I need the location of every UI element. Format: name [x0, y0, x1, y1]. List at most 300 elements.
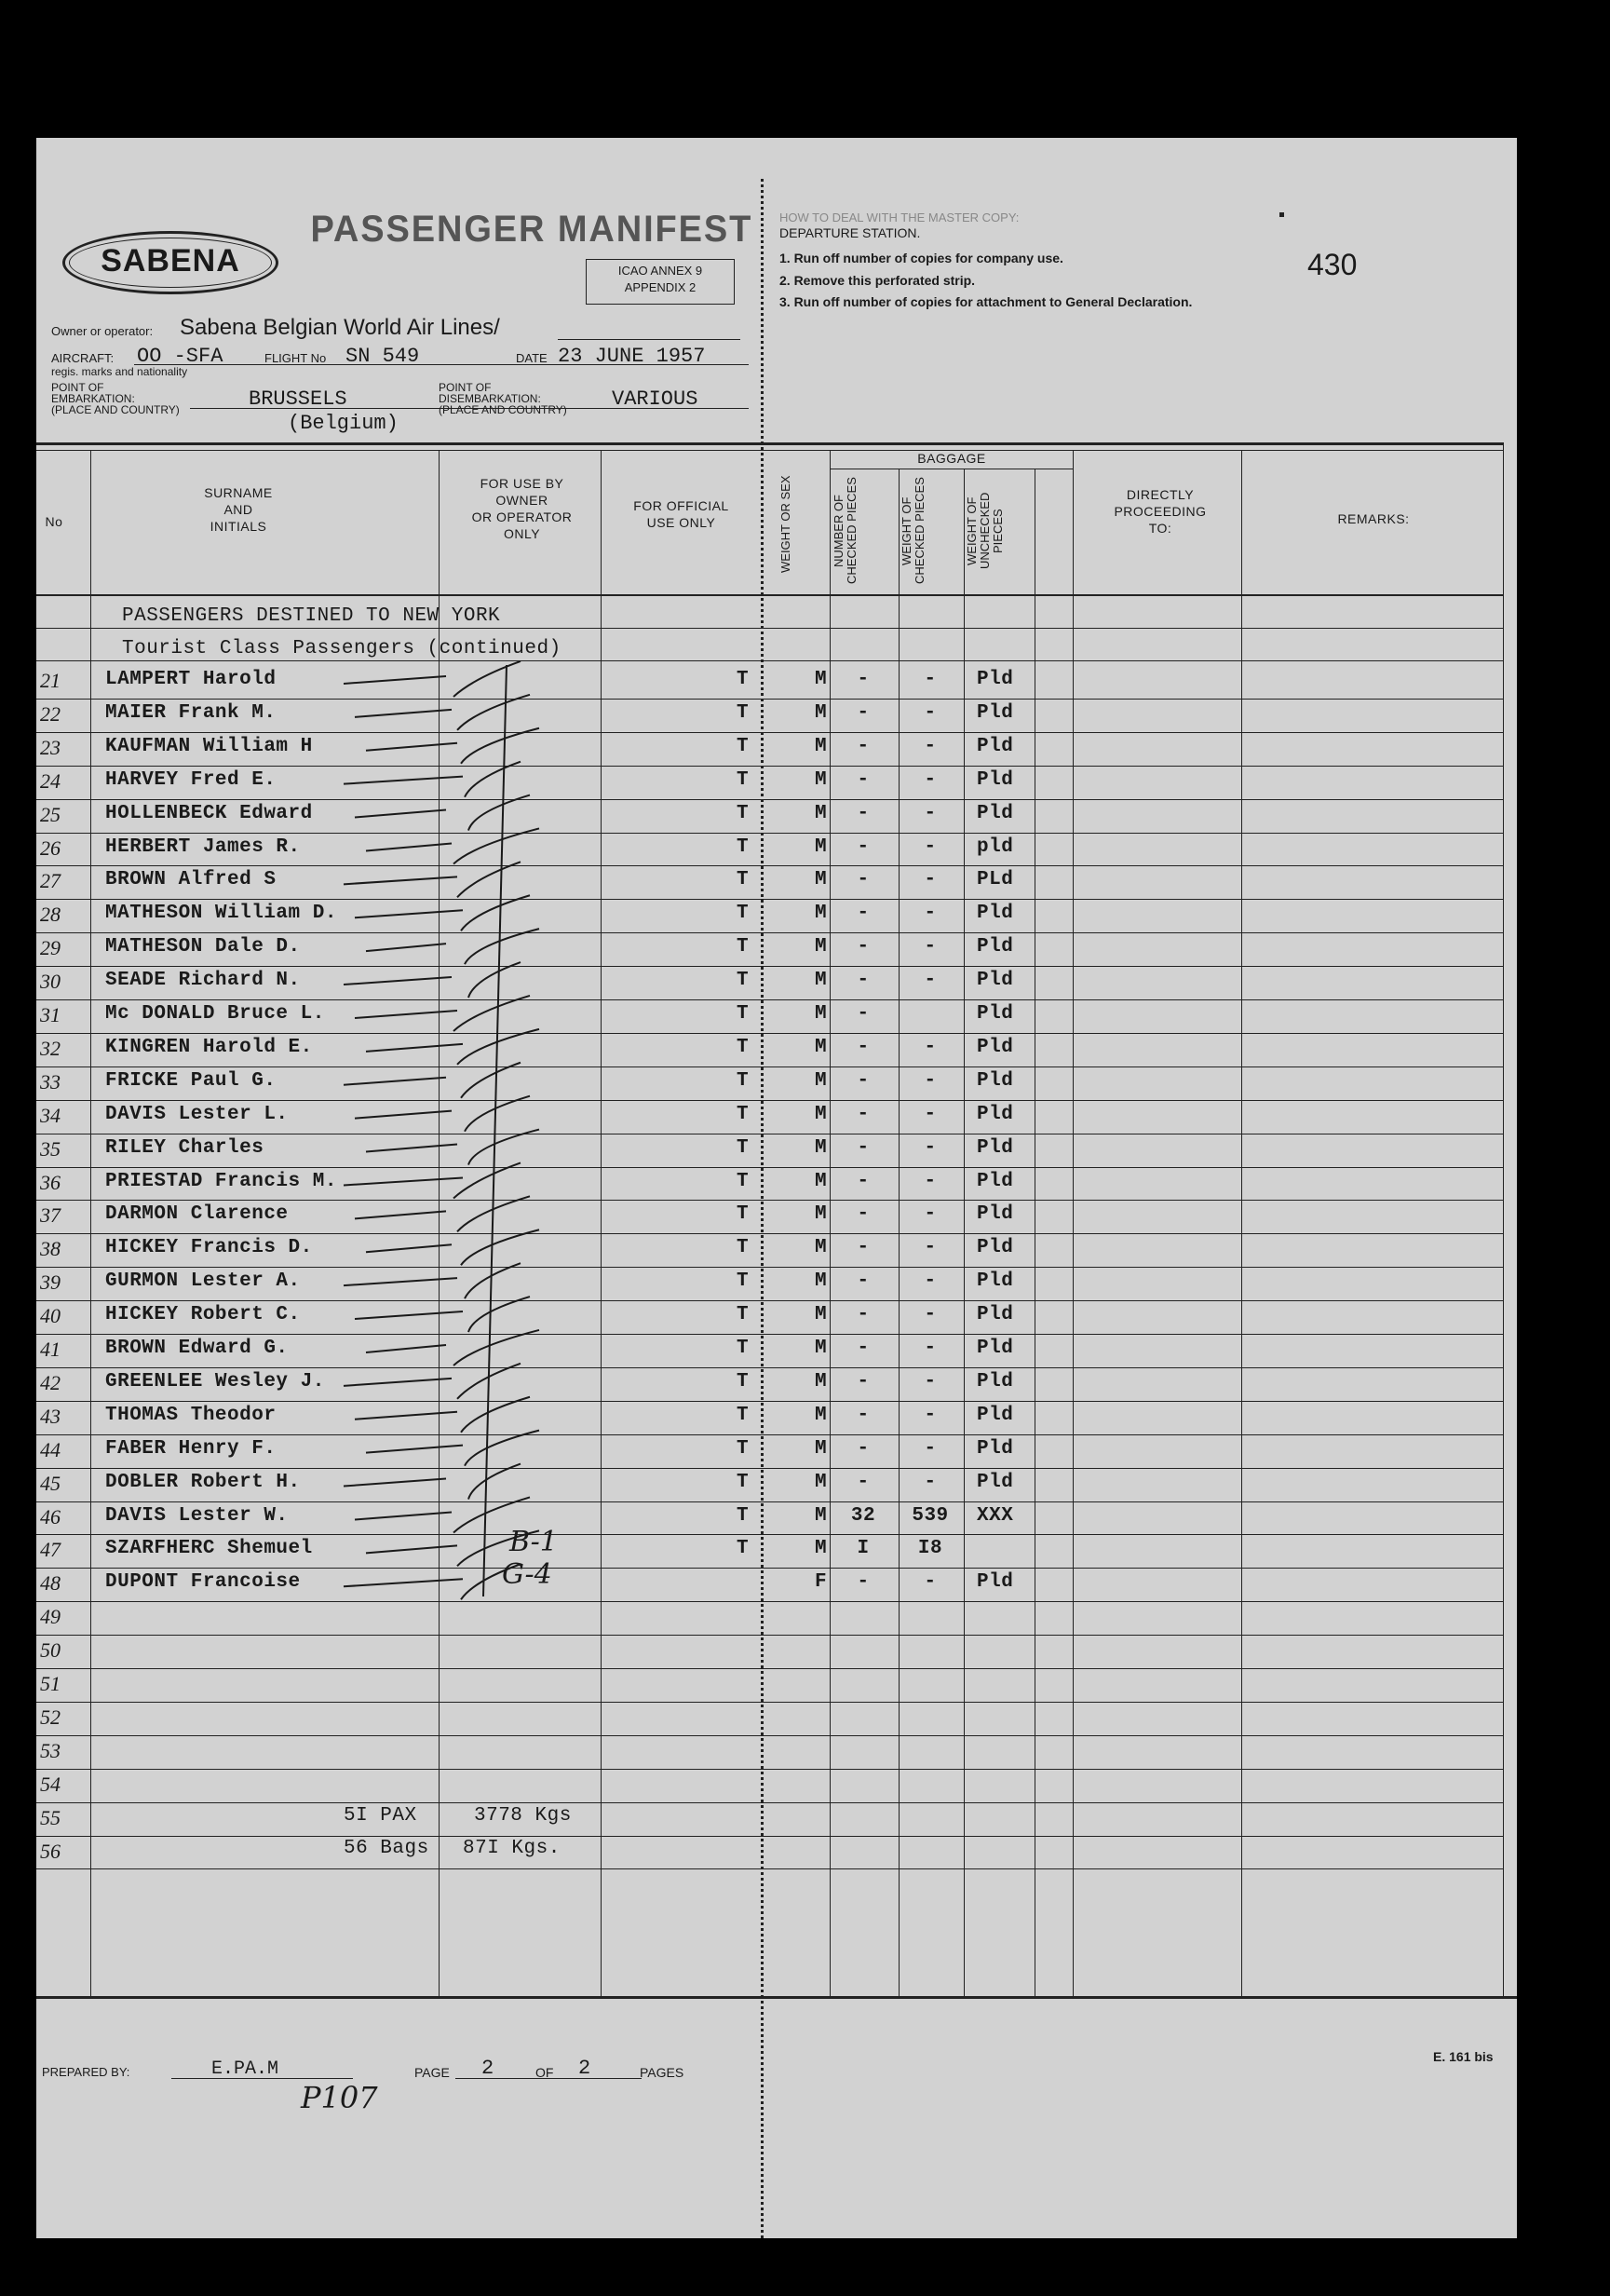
unchecked-weight: Pld [977, 1237, 1014, 1259]
sex-value: M [815, 1136, 828, 1159]
travel-class: T [737, 1370, 750, 1393]
col-owner-use-2: OWNER [495, 493, 548, 508]
sex-value: F [815, 1571, 828, 1594]
col-no: No [45, 514, 63, 529]
row-number: 32 [40, 1036, 61, 1060]
checked-pieces: - [857, 1338, 870, 1359]
aircraft-sub: regis. marks and nationality [51, 365, 188, 378]
passenger-name: MATHESON William D. [105, 903, 337, 925]
pages-label: PAGES [640, 2065, 684, 2080]
check-stroke [355, 1512, 452, 1519]
date-value: 23 JUNE 1957 [558, 345, 706, 368]
prepared-underline [171, 2078, 353, 2079]
row-number: 54 [40, 1772, 61, 1796]
instruction-3: 3. Run off number of copies for attachment to General Declaration. [779, 294, 1193, 309]
sex-value: M [815, 802, 828, 824]
check-stroke [468, 1297, 530, 1332]
check-stroke [457, 862, 521, 897]
instructions-station: DEPARTURE STATION. [779, 225, 921, 240]
travel-class: T [737, 669, 750, 690]
check-stroke [453, 1330, 539, 1365]
total-pax: 5I PAX [344, 1805, 417, 1827]
sex-value: M [815, 701, 828, 724]
passenger-name: HICKEY Robert C. [105, 1304, 301, 1326]
travel-class: T [737, 1136, 750, 1159]
prepared-label: PREPARED BY: [42, 2065, 130, 2079]
row-number: 30 [40, 970, 61, 994]
manifest-sheet [36, 138, 1517, 2238]
passenger-name: SEADE Richard N. [105, 970, 301, 992]
travel-class: T [737, 936, 750, 958]
checked-weight: - [924, 836, 937, 858]
flight-label: FLIGHT No [264, 351, 327, 365]
checked-pieces: - [857, 1370, 870, 1393]
check-stroke [366, 1145, 457, 1152]
sex-value: M [815, 836, 828, 858]
unchecked-weight: Pld [977, 1003, 1014, 1025]
check-stroke [344, 676, 446, 684]
row-number: 34 [40, 1103, 61, 1127]
row-number: 42 [40, 1370, 61, 1394]
disembark-label-1: POINT OF [439, 381, 492, 394]
check-stroke [355, 810, 446, 818]
unchecked-weight: Pld [977, 701, 1014, 724]
col-weight-unchecked: WEIGHT OF UNCHECKED PIECES [965, 492, 1005, 570]
checked-weight: - [924, 701, 937, 724]
prepared-value: E.PA.M [211, 2058, 279, 2080]
sex-value: M [815, 1237, 828, 1259]
check-stroke [453, 1162, 521, 1198]
passenger-name: GURMON Lester A. [105, 1270, 301, 1293]
checked-weight: I8 [917, 1538, 943, 1560]
passenger-name: KAUFMAN William H [105, 735, 313, 757]
owner-label: Owner or operator: [51, 324, 154, 338]
travel-class: T [737, 903, 750, 925]
handwritten-b-note: B-1 [509, 1526, 558, 1558]
check-stroke [366, 1244, 452, 1252]
col-checked-pieces: NUMBER OF CHECKED PIECES [832, 477, 859, 585]
unchecked-weight: Pld [977, 1103, 1014, 1125]
sex-value: M [815, 669, 828, 690]
check-stroke [465, 1263, 521, 1298]
sex-value: M [815, 1003, 828, 1025]
check-stroke [344, 977, 452, 985]
travel-class: T [737, 1036, 750, 1058]
checked-pieces: - [857, 1103, 870, 1125]
handwritten-footer-note: P107 [301, 2080, 378, 2115]
checked-weight: - [924, 1136, 937, 1159]
checked-weight: - [924, 1103, 937, 1125]
col-surname-3: INITIALS [210, 519, 267, 534]
row-number: 40 [40, 1304, 61, 1328]
checked-pieces: - [857, 1471, 870, 1493]
flight-value: SN 549 [345, 345, 420, 368]
passenger-name: HARVEY Fred E. [105, 768, 277, 791]
col-owner-use-3: OR OPERATOR [471, 509, 573, 524]
checked-pieces: - [857, 1003, 870, 1025]
passenger-name: MAIER Frank M. [105, 701, 277, 724]
passenger-name: SZARFHERC Shemuel [105, 1538, 313, 1560]
passenger-name: RILEY Charles [105, 1136, 264, 1159]
col-directly-3: TO: [1148, 521, 1172, 536]
checked-pieces: - [857, 735, 870, 757]
check-stroke [453, 996, 530, 1031]
row-number: 28 [40, 903, 61, 927]
row-number: 31 [40, 1003, 61, 1026]
passenger-name: HOLLENBECK Edward [105, 802, 313, 824]
row-number: 37 [40, 1203, 61, 1228]
unchecked-weight: Pld [977, 936, 1014, 958]
embark-label-1: POINT OF [51, 381, 104, 394]
checked-pieces: - [857, 1404, 870, 1426]
passenger-name: FABER Henry F. [105, 1437, 277, 1460]
checked-pieces: - [857, 1237, 870, 1259]
sex-value: M [815, 735, 828, 757]
unchecked-weight: Pld [977, 1203, 1014, 1226]
check-stroke [355, 1011, 457, 1018]
check-stroke [344, 777, 463, 784]
checked-weight: 539 [912, 1504, 949, 1527]
passenger-name: Mc DONALD Bruce L. [105, 1003, 325, 1025]
icao-appendix: APPENDIX 2 [624, 280, 697, 294]
section-title-2: Tourist Class Passengers (continued) [122, 638, 561, 659]
travel-class: T [737, 1471, 750, 1493]
check-stroke [468, 962, 521, 998]
form-code: E. 161 bis [1433, 2049, 1494, 2064]
sex-value: M [815, 869, 828, 891]
sex-value: M [815, 1069, 828, 1092]
checked-weight: - [924, 1370, 937, 1393]
checked-weight: - [924, 1304, 937, 1326]
check-stroke [465, 929, 539, 964]
check-stroke [453, 828, 539, 863]
row-number: 50 [40, 1638, 61, 1663]
unchecked-weight: PLd [977, 869, 1014, 891]
unchecked-weight: Pld [977, 802, 1014, 824]
sex-value: M [815, 970, 828, 992]
row-number: 49 [40, 1605, 61, 1629]
check-stroke [461, 1397, 530, 1433]
icao-annex: ICAO ANNEX 9 [617, 264, 703, 278]
page-value: 2 [481, 2057, 494, 2080]
check-stroke [468, 1464, 521, 1500]
sex-value: M [815, 1437, 828, 1460]
row-number: 55 [40, 1805, 61, 1829]
col-owner-use-1: FOR USE BY [480, 476, 564, 491]
unchecked-weight: Pld [977, 1471, 1014, 1493]
travel-class: T [737, 1404, 750, 1426]
row-number: 24 [40, 768, 61, 793]
row-number: 39 [40, 1270, 61, 1295]
travel-class: T [737, 1203, 750, 1226]
unchecked-weight: Pld [977, 1338, 1014, 1359]
unchecked-weight: Pld [977, 1370, 1014, 1393]
checked-weight: - [924, 869, 937, 891]
checked-pieces: - [857, 970, 870, 992]
unchecked-weight: Pld [977, 1069, 1014, 1092]
travel-class: T [737, 802, 750, 824]
passenger-name: BROWN Edward G. [105, 1338, 289, 1359]
checked-weight: - [924, 735, 937, 757]
unchecked-weight: Pld [977, 1036, 1014, 1058]
col-directly-1: DIRECTLY [1126, 487, 1195, 502]
check-vertical-stroke [483, 665, 507, 1596]
passenger-name: FRICKE Paul G. [105, 1069, 277, 1092]
checked-weight: - [924, 970, 937, 992]
sex-value: M [815, 768, 828, 791]
sex-value: M [815, 903, 828, 925]
travel-class: T [737, 1504, 750, 1527]
check-stroke [366, 843, 452, 850]
checked-weight: - [924, 936, 937, 958]
checked-pieces: - [857, 1304, 870, 1326]
row-number: 25 [40, 802, 61, 826]
col-weight-sex: WEIGHT OR SEX [778, 475, 792, 574]
checked-pieces: - [857, 1437, 870, 1460]
sex-value: M [815, 1170, 828, 1192]
checked-pieces: I [857, 1538, 870, 1560]
check-stroke [355, 1211, 446, 1218]
check-stroke [366, 1545, 457, 1553]
unchecked-weight: Pld [977, 1404, 1014, 1426]
sex-value: M [815, 1203, 828, 1226]
checked-pieces: - [857, 1136, 870, 1159]
disembark-label-2: DISEMBARKATION: [439, 392, 541, 405]
section-title-1: PASSENGERS DESTINED TO NEW YORK [122, 605, 501, 627]
passenger-name: MATHESON Dale D. [105, 936, 301, 958]
check-stroke [355, 1412, 457, 1420]
col-surname-1: SURNAME [204, 485, 273, 500]
check-stroke [344, 1379, 452, 1386]
page-number: 430 [1307, 248, 1358, 281]
embark-label-2: EMBARKATION: [51, 392, 135, 405]
travel-class: T [737, 869, 750, 891]
checked-pieces: - [857, 1170, 870, 1192]
row-number: 36 [40, 1170, 61, 1194]
owner-value: Sabena Belgian World Air Lines/ [180, 315, 500, 340]
check-stroke [366, 1345, 446, 1352]
handwritten-checkmarks [36, 138, 1517, 2238]
check-stroke [461, 895, 530, 931]
row-number: 44 [40, 1437, 61, 1461]
travel-class: T [737, 1003, 750, 1025]
check-stroke [461, 1063, 521, 1098]
aircraft-label: AIRCRAFT: [51, 351, 115, 365]
check-stroke [344, 1579, 463, 1586]
total-bags: 56 Bags [344, 1838, 429, 1859]
unchecked-weight: Pld [977, 1170, 1014, 1192]
row-number: 22 [40, 701, 61, 726]
instruction-1: 1. Run off number of copies for company use. [779, 251, 1063, 265]
checked-pieces: - [857, 936, 870, 958]
passenger-name: PRIESTAD Francis M. [105, 1170, 337, 1192]
travel-class: T [737, 1103, 750, 1125]
page-underline [455, 2078, 642, 2079]
checked-weight: - [924, 1471, 937, 1493]
row-number: 35 [40, 1136, 61, 1161]
instructions-title: HOW TO DEAL WITH THE MASTER COPY: [779, 211, 1020, 224]
checked-pieces: - [857, 869, 870, 891]
sex-value: M [815, 1103, 828, 1125]
travel-class: T [737, 836, 750, 858]
check-stroke [344, 1177, 463, 1185]
check-stroke [461, 728, 539, 764]
instruction-2: 2. Remove this perforated strip. [779, 273, 976, 288]
check-stroke [344, 1278, 457, 1285]
travel-class: T [737, 768, 750, 791]
passenger-name: HICKEY Francis D. [105, 1237, 313, 1259]
unchecked-weight: Pld [977, 1437, 1014, 1460]
embark-value: BRUSSELS [249, 387, 347, 411]
check-stroke [461, 1230, 539, 1265]
row-number: 56 [40, 1839, 61, 1863]
check-stroke [465, 1431, 539, 1466]
row-number: 27 [40, 869, 61, 893]
unchecked-weight: Pld [977, 768, 1014, 791]
unchecked-weight: pld [977, 836, 1014, 858]
passenger-name: HERBERT James R. [105, 836, 301, 858]
date-label: DATE [516, 351, 548, 365]
checked-weight: - [924, 1404, 937, 1426]
check-stroke [344, 876, 457, 884]
checked-pieces: - [857, 669, 870, 690]
check-stroke [355, 1311, 463, 1319]
row-number: 47 [40, 1538, 61, 1562]
checked-weight: - [924, 768, 937, 791]
row-number: 52 [40, 1705, 61, 1729]
row-number: 33 [40, 1069, 61, 1094]
check-stroke [366, 944, 446, 951]
check-stroke [355, 1111, 452, 1119]
row-number: 48 [40, 1571, 61, 1596]
form-title: PASSENGER MANIFEST [310, 209, 753, 250]
unchecked-weight: Pld [977, 735, 1014, 757]
col-baggage: BAGGAGE [830, 450, 1074, 469]
row-number: 21 [40, 669, 61, 692]
checked-weight: - [924, 1036, 937, 1058]
col-official-2: USE ONLY [646, 515, 716, 530]
total-pax-weight: 3778 Kgs [474, 1805, 572, 1827]
checked-weight: - [924, 802, 937, 824]
of-value: 2 [578, 2057, 591, 2080]
check-stroke [468, 795, 530, 831]
sex-value: M [815, 1404, 828, 1426]
travel-class: T [737, 1270, 750, 1293]
row-number: 51 [40, 1672, 61, 1695]
check-stroke [465, 762, 521, 797]
col-weight-checked: WEIGHT OF CHECKED PIECES [900, 477, 927, 585]
passenger-name: DOBLER Robert H. [105, 1471, 301, 1493]
checked-weight: - [924, 1237, 937, 1259]
check-stroke [366, 743, 457, 751]
travel-class: T [737, 970, 750, 992]
unchecked-weight: Pld [977, 1571, 1014, 1594]
sex-value: M [815, 1471, 828, 1493]
row-number: 41 [40, 1338, 61, 1361]
row-number: 29 [40, 936, 61, 960]
sex-value: M [815, 1036, 828, 1058]
aircraft-value: OO -SFA [137, 345, 223, 368]
check-stroke [457, 695, 530, 730]
travel-class: T [737, 701, 750, 724]
passenger-name: DAVIS Lester W. [105, 1504, 289, 1527]
checked-weight: - [924, 669, 937, 690]
checked-weight: - [924, 1571, 937, 1594]
checked-pieces: - [857, 1203, 870, 1226]
checked-weight: - [924, 1069, 937, 1092]
checked-pieces: - [857, 1069, 870, 1092]
passenger-name: GREENLEE Wesley J. [105, 1370, 325, 1393]
check-stroke [344, 1078, 446, 1085]
travel-class: T [737, 1069, 750, 1092]
row-number: 26 [40, 836, 61, 860]
travel-class: T [737, 1304, 750, 1326]
travel-class: T [737, 1437, 750, 1460]
check-stroke [344, 1479, 446, 1487]
row-number: 23 [40, 735, 61, 759]
row-number: 45 [40, 1471, 61, 1495]
total-bags-weight: 87I Kgs. [463, 1838, 561, 1859]
passenger-name: THOMAS Theodor [105, 1404, 277, 1426]
checked-pieces: - [857, 836, 870, 858]
unchecked-weight: Pld [977, 1136, 1014, 1159]
travel-class: T [737, 1538, 750, 1560]
sex-value: M [815, 936, 828, 958]
passenger-name: DARMON Clarence [105, 1203, 289, 1226]
unchecked-weight: Pld [977, 669, 1014, 690]
check-stroke [366, 1446, 463, 1453]
checked-pieces: - [857, 903, 870, 925]
col-official-1: FOR OFFICIAL [633, 498, 729, 513]
checked-pieces: - [857, 1036, 870, 1058]
checked-pieces: - [857, 768, 870, 791]
row-number: 46 [40, 1504, 61, 1528]
travel-class: T [737, 1237, 750, 1259]
passenger-name: KINGREN Harold E. [105, 1036, 313, 1058]
check-stroke [355, 710, 452, 717]
unchecked-weight: Pld [977, 1270, 1014, 1293]
sex-value: M [815, 1370, 828, 1393]
table-bottom-border [36, 1996, 1517, 1999]
check-stroke [468, 1130, 539, 1165]
checked-pieces: - [857, 701, 870, 724]
checked-pieces: 32 [850, 1504, 876, 1527]
handwritten-g-note: G-4 [502, 1558, 552, 1591]
checked-weight: - [924, 1338, 937, 1359]
passenger-name: DUPONT Francoise [105, 1571, 301, 1594]
checked-pieces: - [857, 1270, 870, 1293]
travel-class: T [737, 1338, 750, 1359]
col-remarks: REMARKS: [1337, 511, 1410, 526]
page-label: PAGE [414, 2065, 450, 2080]
row-number: 38 [40, 1237, 61, 1261]
disembark-label-3: (PLACE AND COUNTRY) [439, 403, 567, 416]
row-number: 43 [40, 1404, 61, 1428]
passenger-name: DAVIS Lester L. [105, 1103, 289, 1125]
col-surname-2: AND [223, 502, 253, 517]
row-number: 53 [40, 1738, 61, 1762]
unchecked-weight: XXX [977, 1504, 1014, 1527]
checked-weight: - [924, 903, 937, 925]
embark-country: (Belgium) [288, 412, 399, 435]
passenger-name: BROWN Alfred S [105, 869, 277, 891]
sex-value: M [815, 1504, 828, 1527]
unchecked-weight: Pld [977, 1304, 1014, 1326]
unchecked-weight: Pld [977, 903, 1014, 925]
travel-class: T [737, 735, 750, 757]
checked-weight: - [924, 1437, 937, 1460]
check-stroke [453, 661, 521, 697]
